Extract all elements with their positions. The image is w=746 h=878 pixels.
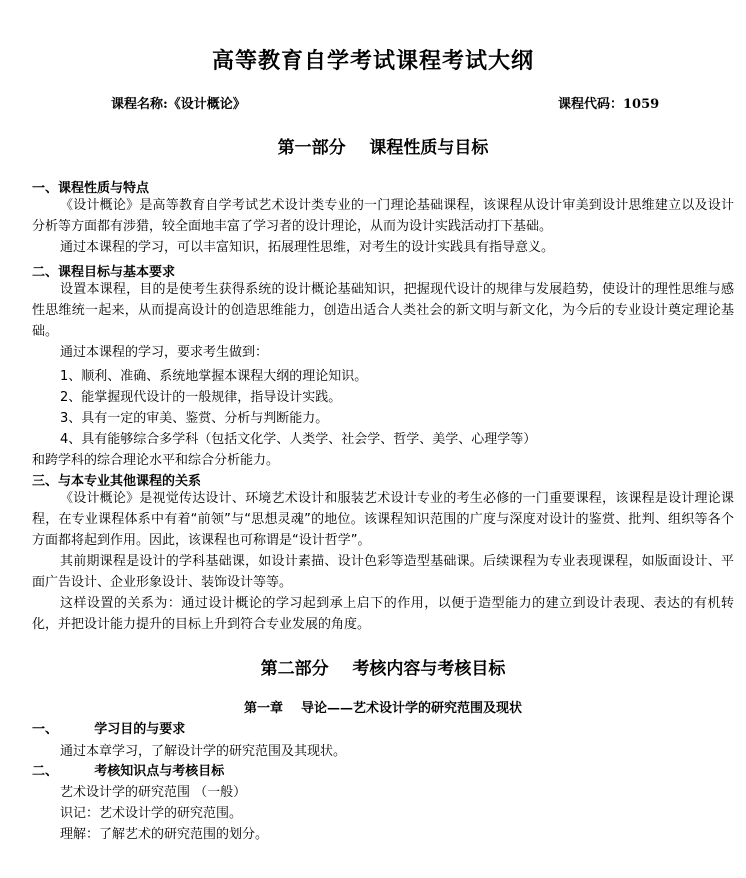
section3-heading: 三、与本专业其他课程的关系 [32, 474, 202, 489]
requirement-item-3: 3、具有一定的审美、鉴赏、分析与判断能力。 [60, 411, 329, 426]
requirement-item-4: 4、具有能够综合多学科（包括文化学、人类学、社会学、哲学、美学、心理学等） [60, 432, 537, 447]
section2-paragraph2: 通过本课程的学习，要求考生做到： [60, 345, 269, 360]
section1-paragraph1: 《设计概论》是高等教育自学考试艺术设计类专业的一门理论基础课程，该课程从设计审美到设计思维建立以及设计分析等方面都有涉猎，较全面地丰富了学习者的设计理论，从而为设计实践活动打下基础。 [32, 198, 734, 234]
section2-paragraph1: 设置本课程，目的是使考生获得系统的设计概论基础知识，把握现代设计的规律与发展趋势，使设计的理性思维与感性思维统一起来，从而提高设计的创造思维能力，创造出适合人类社会的新文明与新文化，为今后的专业设计奠定理论基础。 [32, 282, 734, 339]
chapter1-heading2: 二、 考核知识点与考核目标 [32, 764, 225, 779]
chapter1-text2: 艺术设计学的研究范围 （一般） [60, 785, 247, 800]
requirement-item-1: 1、顺利、准确、系统地掌握本课程大纲的理论知识。 [60, 369, 368, 384]
section1-paragraph2: 通过本课程的学习，可以丰富知识，拓展理性思维，对考生的设计实践具有指导意义。 [60, 240, 555, 255]
part1-title: 第一部分 课程性质与目标 [277, 138, 489, 158]
chapter1-text3: 识记：艺术设计学的研究范围。 [60, 806, 243, 821]
requirement-item-2: 2、能掌握现代设计的一般规律，指导设计实践。 [60, 390, 342, 405]
section1-heading: 一、课程性质与特点 [32, 181, 150, 196]
section3-paragraph3: 这样设置的关系为：通过设计概论的学习起到承上启下的作用，以便于造型能力的建立到设计表现、表达的有机转化，并把设计能力提升的目标上升到符合专业发展的角度。 [32, 596, 734, 632]
chapter1-text1: 通过本章学习，了解设计学的研究范围及其现状。 [60, 744, 347, 759]
chapter1-title: 第一章 导论——艺术设计学的研究范围及现状 [243, 701, 523, 716]
course-code: 课程代码：1059 [558, 97, 660, 112]
document-title: 高等教育自学考试课程考试大纲 [211, 48, 534, 74]
section2-heading: 二、课程目标与基本要求 [32, 265, 176, 280]
chapter1-text4: 理解：了解艺术的研究范围的划分。 [60, 827, 269, 842]
requirement-item-4-continuation: 和跨学科的综合理论水平和综合分析能力。 [32, 453, 280, 468]
chapter1-heading1: 一、 学习目的与要求 [32, 722, 186, 737]
part2-title: 第二部分 考核内容与考核目标 [260, 659, 506, 679]
course-name: 课程名称:《设计概论》 [111, 97, 246, 112]
section3-paragraph2: 其前期课程是设计的学科基础课，如设计素描、设计色彩等造型基础课。后续课程为专业表现课程，如版面设计、平面广告设计、企业形象设计、装饰设计等等。 [32, 554, 734, 590]
section3-paragraph1: 《设计概论》是视觉传达设计、环境艺术设计和服装艺术设计专业的考生必修的一门重要课程，该课程是设计理论课程，在专业课程体系中有着“前领”与“思想灵魂”的地位。该课程知识范围的广度与深度对设计的鉴赏、批判、组织等各个方面都将起到作用。因此，该课程也可称谓是“设计哲学”。 [32, 491, 734, 548]
